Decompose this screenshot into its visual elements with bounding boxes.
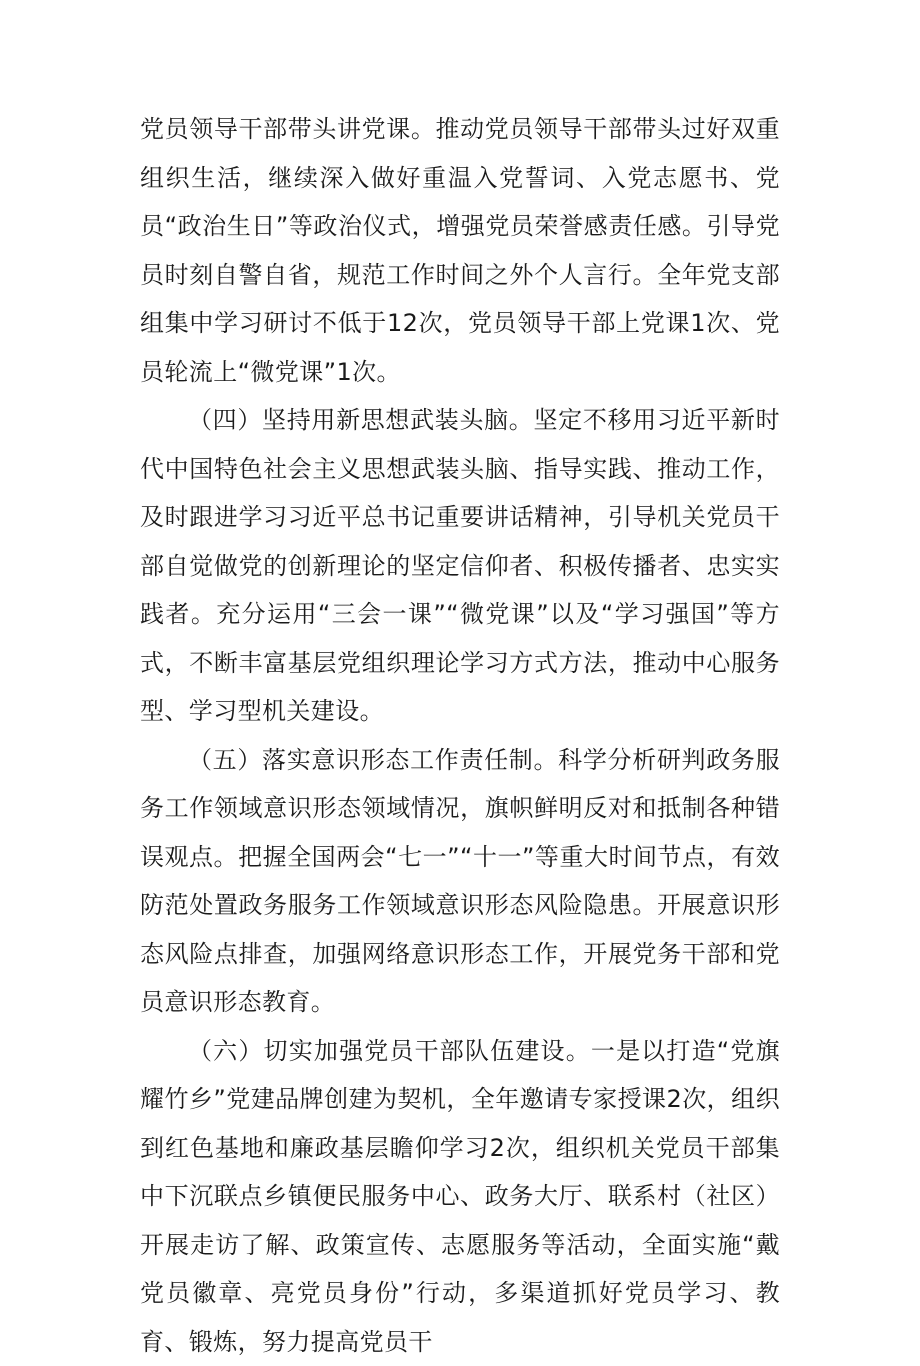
paragraph-section-5: （五）落实意识形态工作责任制。科学分析研判政务服务工作领域意识形态领域情况，旗帜鲜明反对和抵制各种错误观点。把握全国两会“七一”“十一”等重大时间节点，有效防范处置政务服务工作领域意识形态风险隐患。开展意识形态风险点排查，加强网络意识形态工作，开展党务干部和党员意识形态教育。 [140,736,780,1027]
paragraph-section-4: （四）坚持用新思想武装头脑。坚定不移用习近平新时代中国特色社会主义思想武装头脑、指导实践、推动工作，及时跟进学习习近平总书记重要讲话精神，引导机关党员干部自觉做党的创新理论的坚定信仰者、积极传播者、忠实实践者。充分运用“三会一课”“微党课”以及“学习强国”等方式，不断丰富基层党组织理论学习方式方法，推动中心服务型、学习型机关建设。 [140,396,780,736]
paragraph-continuation: 党员领导干部带头讲党课。推动党员领导干部带头过好双重组织生活，继续深入做好重温入党誓词、入党志愿书、党员“政治生日”等政治仪式，增强党员荣誉感责任感。引导党员时刻自警自省，规范工作时间之外个人言行。全年党支部组集中学习研讨不低于12次，党员领导干部上党课1次、党员轮流上“微党课”1次。 [140,105,780,396]
paragraph-section-6: （六）切实加强党员干部队伍建设。一是以打造“党旗耀竹乡”党建品牌创建为契机，全年邀请专家授课2次，组织到红色基地和廉政基层瞻仰学习2次，组织机关党员干部集中下沉联点乡镇便民服务中心、政务大厅、联系村（社区）开展走访了解、政策宣传、志愿服务等活动，全面实施“戴党员徽章、亮党员身份”行动，多渠道抓好党员学习、教育、锻炼，努力提高党员干 [140,1027,780,1366]
body-text [140,105,780,1366]
